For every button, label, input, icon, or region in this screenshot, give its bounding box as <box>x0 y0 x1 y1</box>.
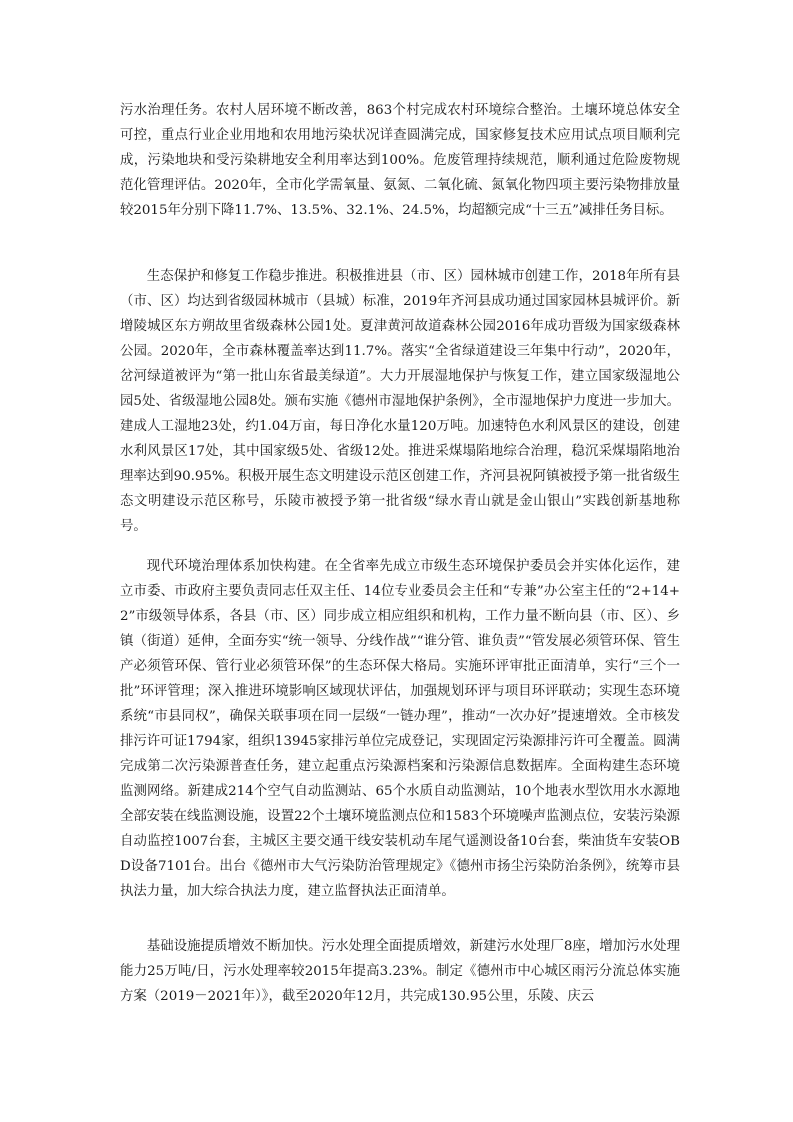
paragraph-pollution-control: 污水治理任务。农村人居环境不断改善，863个村完成农村环境综合整治。土壤环境总体安全可控，重点行业企业用地和农用地污染状况详查圆满完成，国家修复技术应用试点项目顺利完成，污染地块和受污染耕地安全利用率达到100%。危废管理持续规范，顺利通过危险废物规范化管理评估。2020年，全市化学需氧量、氨氮、二氧化硫、氮氧化物四项主要污染物排放量较2015年分别下降11.7%、13.5%、32.1%、24.5%，均超额完成“十三五”减排任务目标。 <box>120 103 680 218</box>
paragraph-governance-system: 现代环境治理体系加快构建。在全省率先成立市级生态环境保护委员会并实体化运作，建立市委、市政府主要负责同志任双主任、14位专业委员会主任和“专兼”办公室主任的“2+14+2”市级领导体系，各县（市、区）同步成立相应组织和机构，工作力量不断向县（市、区）、乡镇（街道）延伸，全面夯实“统一领导、分线作战”“谁分管、谁负责”“管发展必须管环保、管生产必须管环保、管行业必须管环保”的生态环保大格局。实施环评审批正面清单，实行“三个一批”环评管理；深入推进环境影响区域现状评估，加强规划环评与项目环评联动；实现生态环境系统“市县同权”，确保关联事项在同一层级“一链办理”，推动“一次办好”提速增效。全市核发排污许可证1794家，组织13945家排污单位完成登记，实现固定污染源排污许可全覆盖。圆满完成第二次污染源普查任务，建立起重点污染源档案和污染源信息数据库。全面构建生态环境监测网络。新建成214个空气自动监测站、65个水质自动监测站，10个地表水型饮用水水源地全部安装在线监测设施，设置22个土壤环境监测点位和1583个环境噪声监测点位，安装污染源自动监控1007台套，主城区主要交通干线安装机动车尾气遥测设备10台套，柴油货车安装OBD设备7101台。出台《德州市大气污染防治管理规定》《德州市扬尘污染防治条例》，统筹市县执法力量，加大综合执法力度，建立监督执法正面清单。 <box>120 559 680 899</box>
paragraph-infrastructure: 基础设施提质增效不断加快。污水处理全面提质增效，新建污水处理厂8座，增加污水处理能力25万吨/日，污水处理率较2015年提高3.23%。制定《德州市中心城区雨污分流总体实施方案（2019－2021年）》，截至2020年12月，共完成130.95公里，乐陵、庆云 <box>120 939 680 1004</box>
paragraph-ecological-protection: 生态保护和修复工作稳步推进。积极推进县（市、区）园林城市创建工作，2018年所有县（市、区）均达到省级园林城市（县城）标准，2019年齐河县成功通过国家园林县城评价。新增陵城区东方朔故里省级森林公园1处。夏津黄河故道森林公园2016年成功晋级为国家级森林公园。2020年，全市森林覆盖率达到11.7%。落实“全省绿道建设三年集中行动”，2020年，岔河绿道被评为“第一批山东省最美绿道”。大力开展湿地保护与恢复工作，建立国家级湿地公园5处、省级湿地公园8处。颁布实施《德州市湿地保护条例》，全市湿地保护力度进一步加大。建成人工湿地23处，约1.04万亩，每日净化水量120万吨。加速特色水利风景区的建设，创建水利风景区17处，其中国家级5处、省级12处。推进采煤塌陷地综合治理，稳沉采煤塌陷地治理率达到90.95%。积极开展生态文明建设示范区创建工作，齐河县祝阿镇被授予第一批省级生态文明建设示范区称号，乐陵市被授予第一批省级“绿水青山就是金山银山”实践创新基地称号。 <box>120 269 680 534</box>
